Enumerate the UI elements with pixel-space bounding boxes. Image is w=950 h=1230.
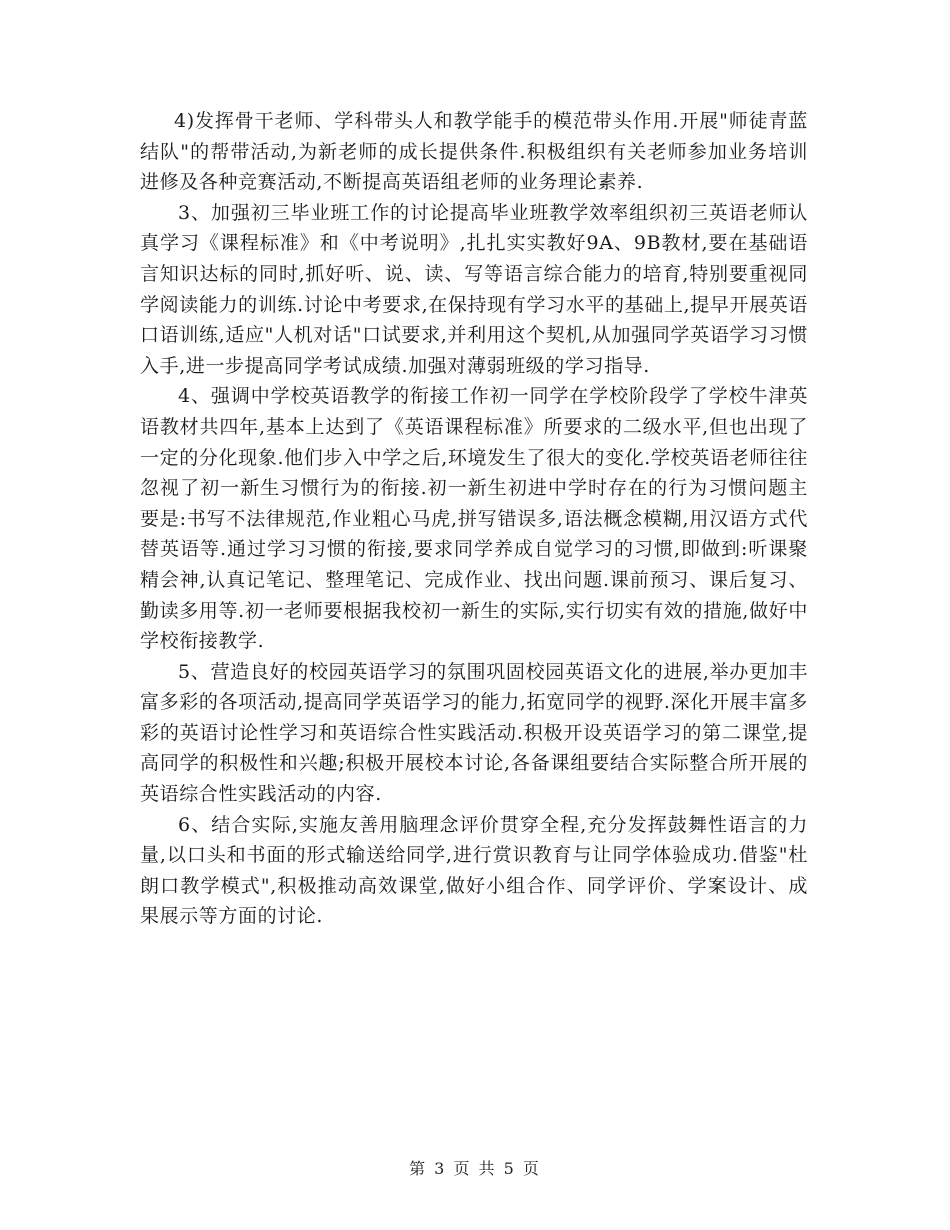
paragraph-campus-culture: 5、营造良好的校园英语学习的氛围巩固校园英语文化的进展,举办更加丰富多彩的各项活动,提高同学英语学习的能力,拓宽同学的视野.深化开展丰富多彩的英语讨论性学习和英语综合性实践活动.积极开设英语学习的第二课堂,提高同学的积极性和兴趣;积极开展校本讨论,各备课组要结合实际整合所开展的英语综合性实践活动的内容.	[140, 660, 808, 806]
paragraph-graduating-class: 3、加强初三毕业班工作的讨论提高毕业班教学效率组织初三英语老师认真学习《课程标准》和《中考说明》,扎扎实实教好9A、9B教材,要在基础语言知识达标的同时,抓好听、说、读、写等语言综合能力的培育,特别要重视同学阅读能力的训练.讨论中考要求,在保持现有学习水平的基础上,提早开展英语口语训练,适应"人机对话"口试要求,并利用这个契机,从加强同学英语学习习惯入手,进一步提高同学考试成绩.加强对薄弱班级的学习指导.	[140, 201, 808, 377]
document-body	[140, 106, 808, 932]
page-number-footer: 第 3 页 共 5 页	[409, 1159, 541, 1178]
paragraph-school-transition: 4、强调中学校英语教学的衔接工作初一同学在学校阶段学了学校牛津英语教材共四年,基本上达到了《英语课程标准》所要求的二级水平,但也出现了一定的分化现象.他们步入中学之后,环境发生了很大的变化.学校英语老师往往忽视了初一新生习惯行为的衔接.初一新生初进中学时存在的行为习惯问题主要是:书写不法律规范,作业粗心马虎,拼写错误多,语法概念模糊,用汉语方式代替英语等.通过学习习惯的衔接,要求同学养成自觉学习的习惯,即做到:听课聚精会神,认真记笔记、整理笔记、完成作业、找出问题.课前预习、课后复习、勤读多用等.初一老师要根据我校初一新生的实际,实行切实有效的措施,做好中学校衔接教学.	[140, 385, 808, 653]
paragraph-evaluation: 6、结合实际,实施友善用脑理念评价贯穿全程,充分发挥鼓舞性语言的力量,以口头和书面的形式输送给同学,进行赏识教育与让同学体验成功.借鉴"杜朗口教学模式",积极推动高效课堂,做好小组合作、同学评价、学案设计、成果展示等方面的讨论.	[140, 813, 808, 928]
paragraph-teacher-development: 4)发挥骨干老师、学科带头人和教学能手的模范带头作用.开展"师徒青蓝结队"的帮带活动,为新老师的成长提供条件.积极组织有关老师参加业务培训进修及各种竞赛活动,不断提高英语组老师的业务理论素养.	[140, 110, 808, 194]
